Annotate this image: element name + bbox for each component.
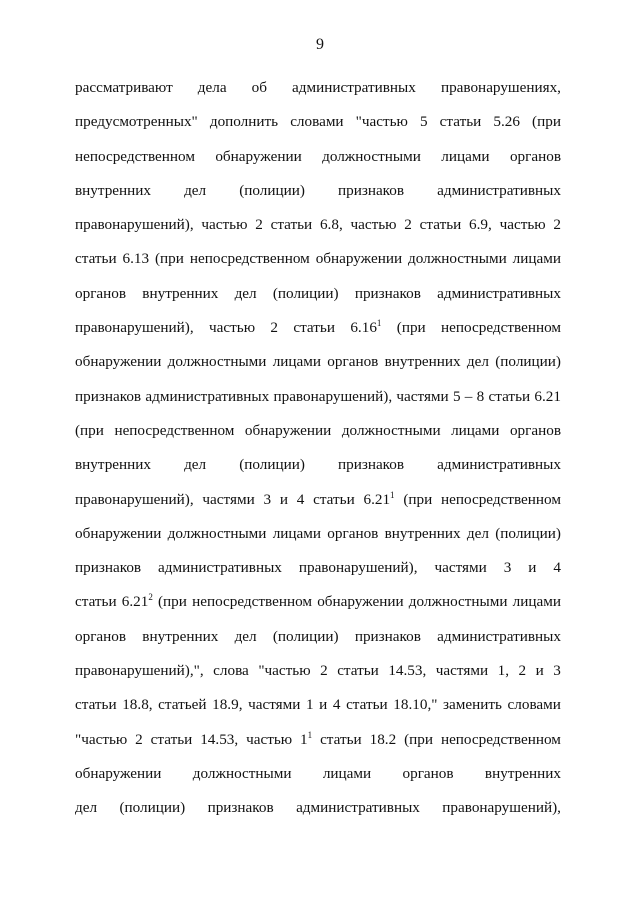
- word: 2: [320, 662, 328, 680]
- word: непосредственном: [75, 147, 195, 165]
- word: дел: [234, 284, 257, 302]
- word: административных: [158, 559, 282, 577]
- word: непосредственном: [440, 730, 561, 748]
- word: правонарушений),",: [75, 662, 204, 680]
- word: правонарушений),: [442, 799, 561, 817]
- word: статьи: [337, 662, 379, 680]
- word: слова: [213, 662, 249, 680]
- word: 2: [404, 216, 412, 234]
- word: лицами: [451, 421, 500, 439]
- word: 6.8,: [319, 216, 343, 234]
- word: 4: [296, 490, 305, 508]
- word: органов: [509, 421, 561, 439]
- word: 6.21$^2$: [121, 592, 153, 611]
- text-line: [75, 352, 561, 386]
- word: 6.21$^1$: [363, 489, 395, 508]
- word: статьи: [75, 593, 117, 611]
- word: правонарушениях,: [440, 79, 561, 96]
- word: словами: [290, 113, 344, 131]
- word: частями: [434, 559, 487, 577]
- word: обнаружении: [215, 147, 302, 165]
- word: правонарушений),: [75, 216, 194, 234]
- word: 3: [553, 662, 561, 680]
- word: 2: [518, 662, 527, 680]
- text-line: [75, 249, 561, 283]
- word: должностными: [341, 421, 441, 439]
- word: административных: [437, 181, 561, 199]
- word: 18.8,: [122, 696, 153, 714]
- word: (при: [158, 593, 187, 611]
- word: 3: [263, 490, 272, 508]
- word: 14.53,: [388, 662, 427, 680]
- word: внутренних: [484, 764, 561, 782]
- word: должностными: [167, 524, 267, 542]
- word: административных: [437, 284, 561, 302]
- word: административных: [437, 456, 561, 474]
- word: рассматривают: [75, 79, 173, 96]
- word: непосредственном: [114, 421, 235, 439]
- word: непосредственном: [441, 490, 561, 508]
- text-line: [75, 455, 561, 489]
- word: статьи: [313, 490, 355, 508]
- word: должностными: [192, 764, 292, 782]
- word: статьей: [158, 696, 207, 714]
- word: дел: [184, 456, 207, 474]
- word: (полиции): [119, 799, 186, 817]
- word: 6.16$^1$: [350, 318, 382, 337]
- word: обнаружении: [315, 250, 403, 268]
- text-line: [75, 112, 561, 146]
- word: и: [319, 696, 328, 714]
- word: 18.10,": [393, 696, 438, 714]
- word: и: [528, 559, 537, 577]
- word: словами: [507, 696, 561, 714]
- word: –: [464, 387, 473, 405]
- word: 1,: [497, 662, 509, 680]
- text-line: [75, 695, 561, 729]
- word: административных: [437, 627, 561, 645]
- word: 18.2: [369, 730, 397, 748]
- word: непосредственном: [192, 593, 313, 611]
- word: частью: [350, 216, 397, 234]
- word: должностными: [322, 147, 421, 165]
- word: внутренних: [75, 456, 152, 474]
- word: правонарушений),: [298, 559, 418, 577]
- word: статьи: [75, 696, 117, 714]
- word: частью: [246, 730, 293, 748]
- word: обнаружении: [75, 524, 162, 542]
- word: внутренних: [142, 627, 219, 645]
- word: признаков: [337, 456, 405, 474]
- word: обнаружении: [244, 421, 332, 439]
- word: правонарушений),: [273, 387, 393, 405]
- word: дополнить: [209, 113, 279, 131]
- text-line: [75, 215, 561, 249]
- text-line: [75, 78, 561, 112]
- word: 18.9,: [212, 696, 243, 714]
- word: 2: [553, 216, 561, 234]
- word: 14.53,: [200, 730, 239, 748]
- word: административных: [145, 387, 270, 405]
- document-body: [75, 78, 561, 833]
- word: внутренних: [384, 353, 461, 371]
- word: обнаружении: [75, 764, 162, 782]
- word: (при: [155, 250, 184, 268]
- word: дел: [466, 524, 489, 542]
- word: (при: [404, 730, 434, 748]
- text-line: [75, 181, 561, 215]
- word: обнаружении: [75, 353, 162, 371]
- word: дел: [184, 181, 207, 199]
- word: статьи: [75, 250, 117, 268]
- word: признаков: [207, 799, 274, 817]
- word: (полиции): [272, 627, 339, 645]
- word: обнаружении: [317, 593, 404, 611]
- word: дел: [234, 627, 257, 645]
- text-line: [75, 592, 561, 626]
- word: дел: [75, 799, 98, 817]
- word: частью: [499, 216, 546, 234]
- word: $1^1$: [300, 729, 313, 748]
- word: "частью: [355, 113, 408, 131]
- word: 6.9,: [469, 216, 492, 234]
- word: статьи: [293, 319, 335, 337]
- word: и: [535, 662, 544, 680]
- page-number: 9: [316, 36, 324, 53]
- word: органов: [75, 284, 127, 302]
- word: должностными: [167, 353, 267, 371]
- word: внутренних: [142, 284, 219, 302]
- word: признаков: [75, 559, 142, 577]
- text-line: [75, 421, 561, 455]
- word: частью: [209, 319, 256, 337]
- word: (полиции): [239, 456, 305, 474]
- text-line: [75, 387, 561, 421]
- word: статьи: [270, 216, 313, 234]
- word: органов: [402, 764, 454, 782]
- word: лицами: [512, 593, 561, 611]
- word: статьи: [150, 730, 193, 748]
- word: 5: [419, 113, 428, 131]
- text-line: [75, 661, 561, 695]
- word: (полиции): [495, 353, 561, 371]
- text-line: [75, 318, 561, 352]
- word: органов: [327, 524, 379, 542]
- word: органов: [75, 627, 127, 645]
- text-line: [75, 284, 561, 318]
- word: частями: [396, 387, 449, 405]
- word: внутренних: [75, 181, 152, 199]
- word: (при: [403, 490, 433, 508]
- word: (при: [396, 319, 426, 337]
- word: признаков: [354, 627, 421, 645]
- text-line: [75, 558, 561, 592]
- text-line: [75, 730, 561, 764]
- word: 3: [503, 559, 512, 577]
- word: должностными: [408, 593, 508, 611]
- word: органов: [509, 147, 561, 165]
- word: органов: [327, 353, 379, 371]
- word: 1: [305, 696, 314, 714]
- word: 4: [553, 559, 561, 577]
- word: "частью: [258, 662, 311, 680]
- word: частью: [201, 216, 248, 234]
- word: статьи: [439, 113, 482, 131]
- word: признаков: [337, 181, 405, 199]
- word: частями: [248, 696, 301, 714]
- word: об: [251, 79, 267, 96]
- word: лицами: [272, 524, 322, 542]
- word: статьи: [320, 730, 362, 748]
- word: непосредственном: [441, 319, 561, 337]
- word: 4: [332, 696, 341, 714]
- word: частями: [202, 490, 255, 508]
- word: (полиции): [495, 524, 561, 542]
- word: (полиции): [272, 284, 339, 302]
- word: и: [279, 490, 288, 508]
- word: 2: [135, 730, 143, 748]
- text-line: [75, 764, 561, 798]
- word: должностными: [408, 250, 507, 268]
- word: заменить: [443, 696, 502, 714]
- word: лицами: [272, 353, 322, 371]
- word: признаков: [75, 387, 142, 405]
- word: статьи: [346, 696, 388, 714]
- word: статьи: [488, 387, 531, 405]
- word: 8: [476, 387, 485, 405]
- text-line: [75, 490, 561, 524]
- word: (полиции): [239, 181, 305, 199]
- word: 5: [452, 387, 461, 405]
- word: лицами: [441, 147, 490, 165]
- text-line: [75, 147, 561, 181]
- word: 5.26: [493, 113, 520, 131]
- word: 6.13: [122, 250, 150, 268]
- word: административных: [292, 79, 416, 96]
- word: предусмотренных": [75, 113, 198, 131]
- word: частями: [435, 662, 489, 680]
- word: лицами: [512, 250, 561, 268]
- word: 2: [270, 319, 278, 337]
- word: лицами: [322, 764, 372, 782]
- word: дел: [466, 353, 489, 371]
- word: внутренних: [384, 524, 461, 542]
- word: 2: [255, 216, 263, 234]
- word: (при: [75, 421, 104, 439]
- word: признаков: [354, 284, 421, 302]
- word: "частью: [75, 730, 128, 748]
- text-line: [75, 627, 561, 661]
- word: административных: [296, 799, 420, 817]
- word: непосредственном: [189, 250, 310, 268]
- text-line: [75, 524, 561, 558]
- word: дела: [197, 79, 227, 96]
- text-line: [75, 798, 561, 832]
- word: статьи: [419, 216, 462, 234]
- word: правонарушений),: [75, 319, 194, 337]
- word: 6.21: [534, 387, 561, 405]
- word: правонарушений),: [75, 490, 194, 508]
- word: (при: [532, 113, 561, 131]
